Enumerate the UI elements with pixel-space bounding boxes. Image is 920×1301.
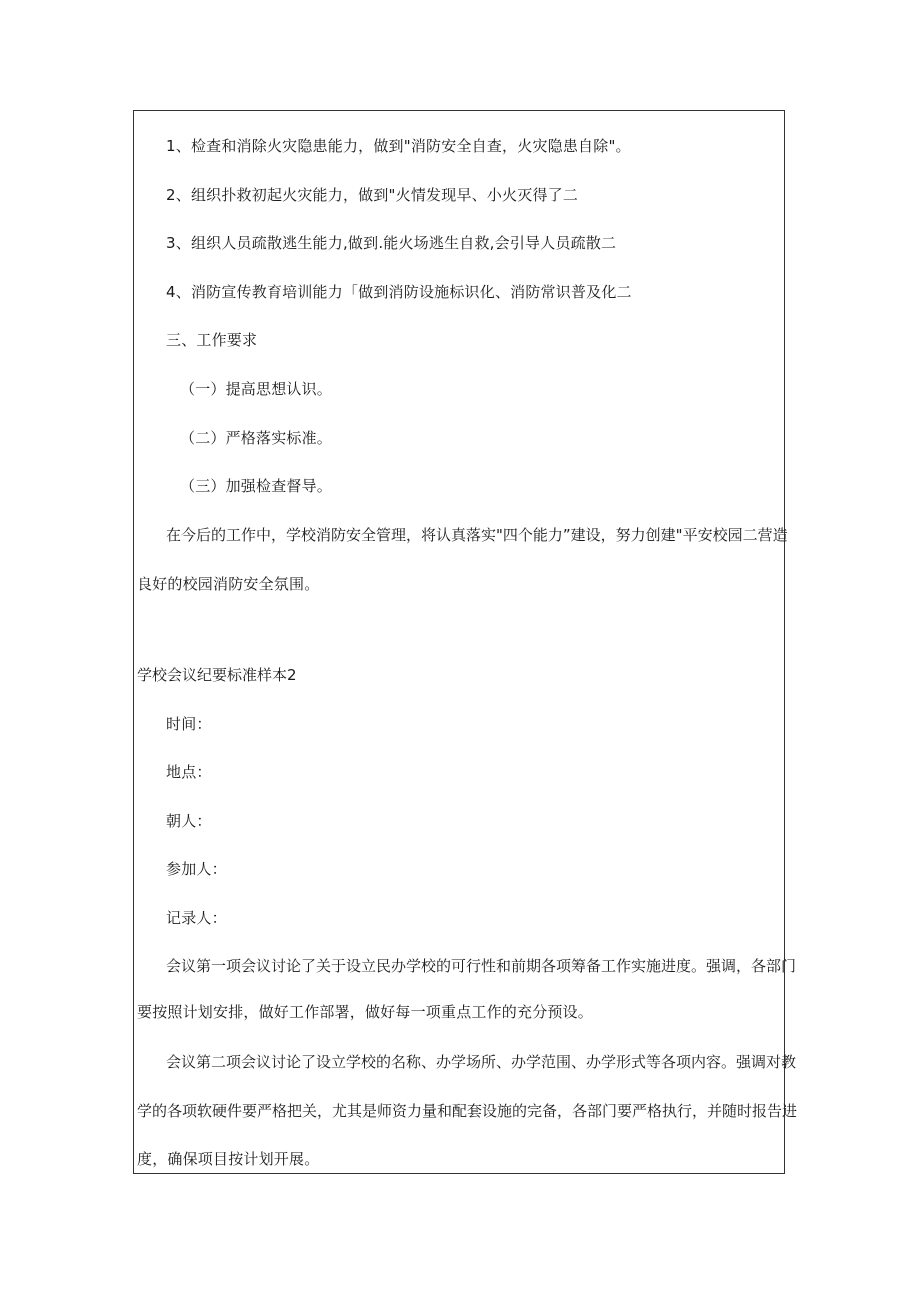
meeting-paragraph-2-line-1: 会议第二项会议讨论了设立学校的名称、办学场所、办学范围、办学形式等各项内容。强调对教 — [166, 1053, 797, 1071]
sample-title: 学校会议纪要标准样本2 — [137, 666, 297, 684]
requirement-item-3: （三）加强检查督导。 — [180, 477, 333, 495]
field-time-label: 时间： — [166, 715, 212, 733]
meeting-paragraph-2-line-3: 度，确保项目按计划开展。 — [137, 1150, 320, 1168]
meeting-paragraph-2-line-2: 学的各项软硬件要严格把关，尤其是师资力量和配套设施的完备，各部门要严格执行，并随时报告进 — [137, 1102, 798, 1120]
list-item-3: 3、组织人员疏散逃生能力,做到.能火场逃生自救,会引导人员疏散二 — [166, 234, 617, 252]
field-recorder-label: 记录人： — [166, 909, 227, 927]
field-host-label: 朝人： — [166, 812, 212, 830]
closing-paragraph-line-2: 良好的校园消防安全氛围。 — [137, 575, 320, 593]
requirement-item-1: （一）提高思想认识。 — [180, 380, 333, 398]
meeting-paragraph-1-line-1: 会议第一项会议讨论了关于设立民办学校的可行性和前期各项筹备工作实施进度。强调，各部门 — [166, 957, 797, 975]
list-item-2: 2、组织扑救初起火灾能力，做到"火情发现早、小火灭得了二 — [166, 186, 579, 204]
section-heading-requirements: 三、工作要求 — [166, 331, 258, 349]
list-item-1: 1、检查和消除火灾隐患能力，做到"消防安全自查，火灾隐患自除"。 — [166, 137, 631, 155]
field-place-label: 地点： — [166, 763, 212, 781]
meeting-paragraph-1-line-2: 要按照计划安排，做好工作部署，做好每一项重点工作的充分预设。 — [137, 1003, 594, 1021]
requirement-item-2: （二）严格落实标准。 — [180, 429, 333, 447]
field-participants-label: 参加人： — [166, 860, 227, 878]
list-item-4: 4、消防宣传教育培训能力「做到消防设施标识化、消防常识普及化二 — [166, 283, 632, 301]
closing-paragraph-line-1: 在今后的工作中，学校消防安全管理，将认真落实"四个能力”建设，努力创建"平安校园二营造 — [166, 526, 788, 544]
